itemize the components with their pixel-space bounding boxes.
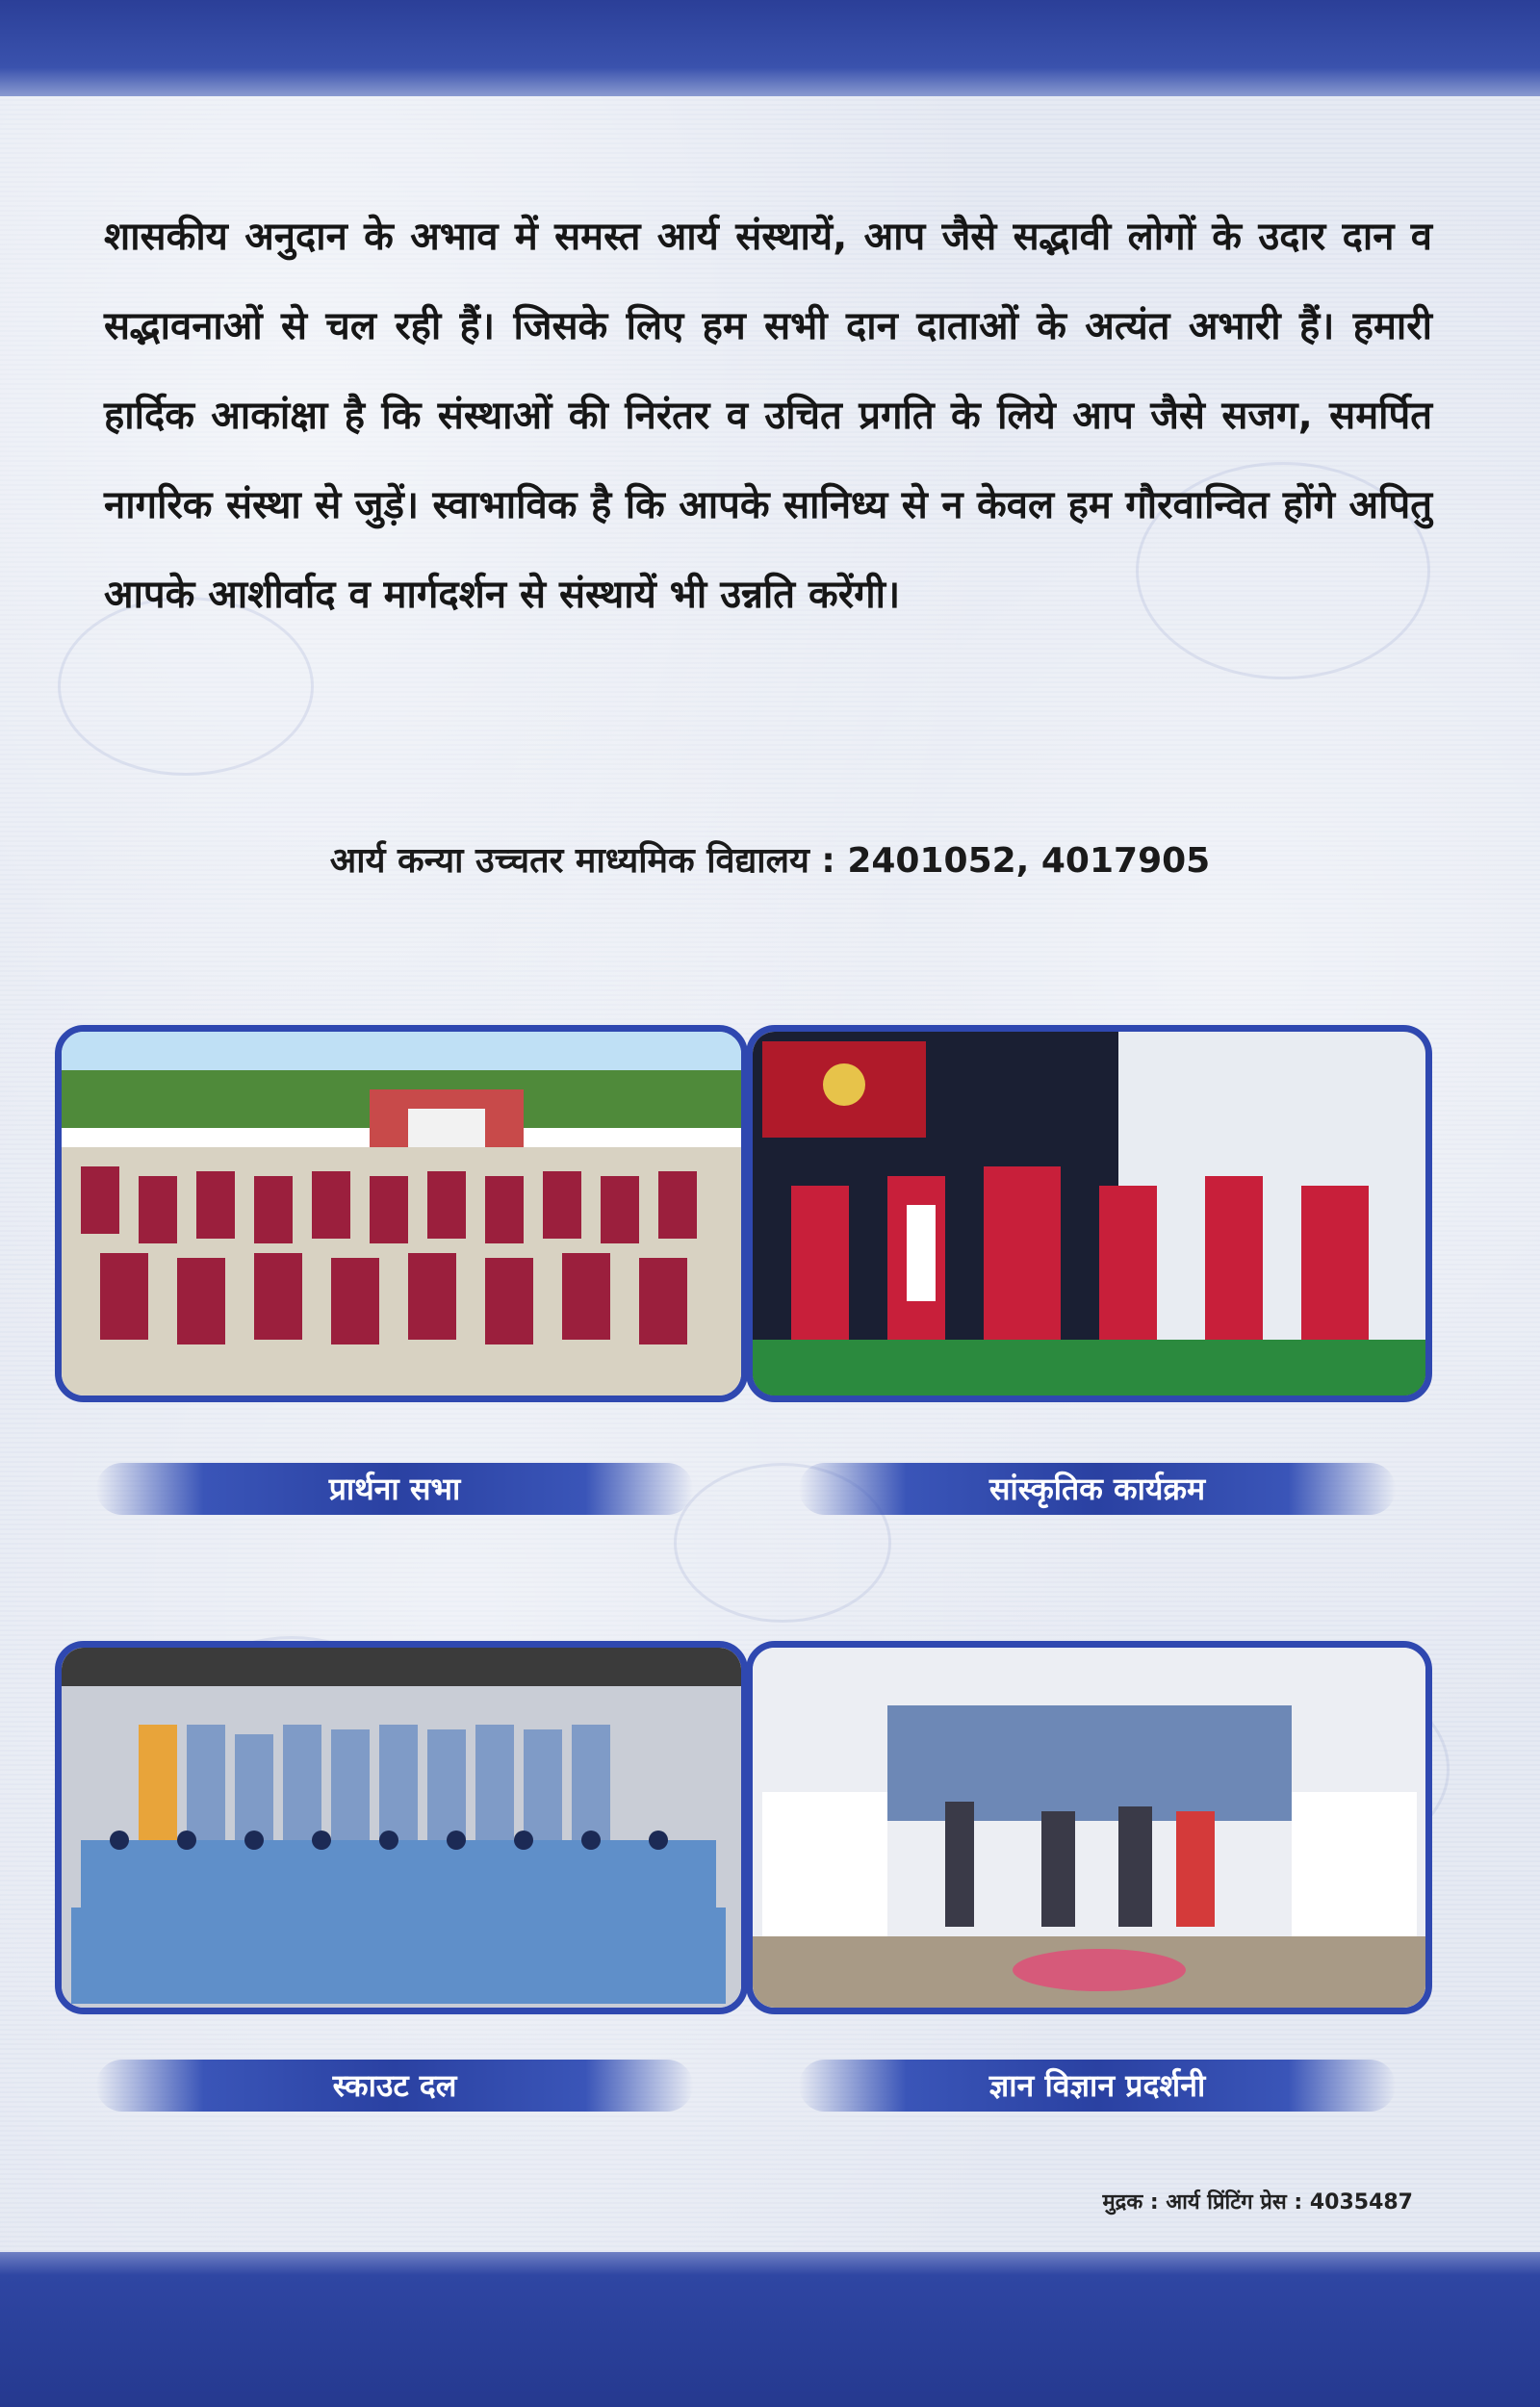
appeal-paragraph: शासकीय अनुदान के अभाव में समस्त आर्य संस्थायें, आप जैसे सद्भावी लोगों के उदार दान व सद्भावनाओं से चल रही हैं। जिसके लिए हम सभी दान दाताओं के अत्यंत अभारी हैं। हमारी हार्दिक आकांक्षा है कि संस्थाओं की निरंतर व उचित प्रगति के लिये आप जैसे सजग, समर्पित नागरिक संस्था से जुड़ें। स्वाभाविक है कि आपके सानिध्य से न केवल हम गौरवान्वित होंगे अपितु आपके आशीर्वाद व मार्गदर्शन से संस्थायें भी उन्नति करेंगी।: [104, 215, 1432, 617]
caption-science-exhibition: ज्ञान विज्ञान प्रदर्शनी: [799, 2060, 1396, 2112]
photo-scout-troop: [55, 1641, 748, 2014]
printer-credit: मुद्रक : आर्य प्रिंटिंग प्रेस : 4035487: [1102, 2190, 1413, 2215]
bottom-blue-band: [0, 2252, 1540, 2407]
school-contact: आर्य कन्या उच्चतर माध्यमिक विद्यालय : 2401052, 4017905: [329, 841, 1211, 881]
photo-cultural-programme: [746, 1025, 1432, 1402]
photo-science-exhibition: [746, 1641, 1432, 2014]
top-blue-band: [0, 0, 1540, 96]
caption-prayer-assembly: प्रार्थना सभा: [96, 1463, 693, 1515]
caption-cultural-programme: सांस्कृतिक कार्यक्रम: [799, 1463, 1396, 1515]
caption-scout-troop: स्काउट दल: [96, 2060, 693, 2112]
photo-prayer-assembly: [55, 1025, 748, 1402]
